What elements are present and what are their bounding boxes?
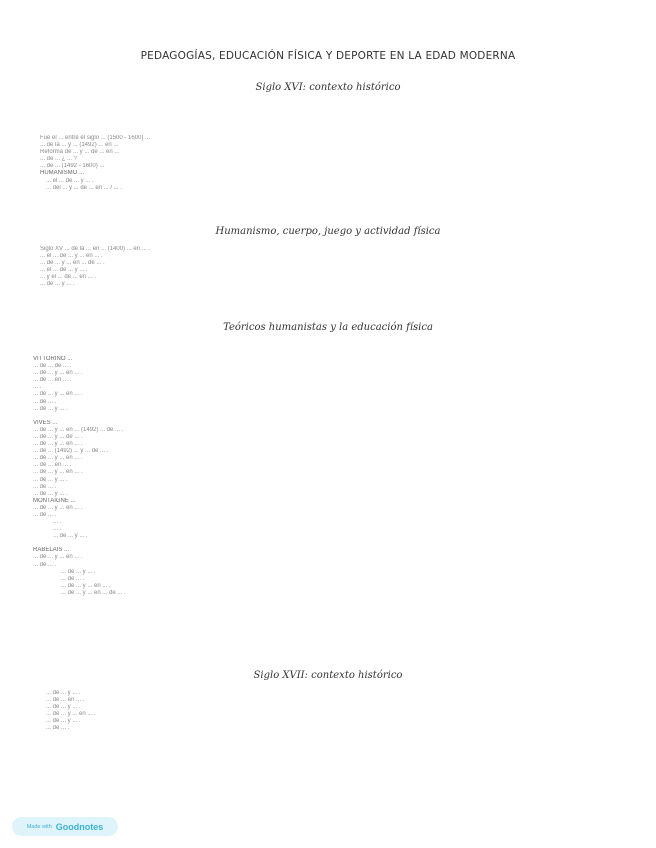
body-line: ... de ... .: [33, 483, 57, 490]
body-line: ... de ... y ... .: [61, 568, 96, 575]
body-line: RABELAIS ...: [33, 547, 70, 554]
body-line: ... de ... ¿ ... ?: [40, 156, 78, 163]
body-line: ... de ... .: [33, 398, 57, 405]
body-line: ... de ... (1492 - 1600) ...: [40, 163, 105, 170]
body-line: ... de ... y ... en ... .: [33, 370, 83, 377]
section-body: [40, 135, 600, 192]
body-line: ... de ... y ... .: [46, 718, 81, 725]
body-line: ... de ... en ... .: [33, 377, 72, 384]
section-body: [40, 690, 600, 733]
body-line: ... de ... y ... en ... de ... .: [61, 589, 126, 596]
body-line: ... de ... y ... .: [46, 690, 81, 696]
section-title: Teóricos humanistas y la educación física: [223, 322, 433, 333]
body-line: VITTORINO ...: [33, 356, 73, 362]
body-line: ... de la ... y ... (1492) ... en ...: [40, 142, 119, 149]
body-line: ... de ... .: [33, 511, 57, 518]
body-line: ... de ... y ... .: [53, 533, 88, 540]
body-line: ... de ... y ... en ... .: [33, 554, 83, 561]
made-with-goodnotes-badge[interactable]: [12, 817, 118, 836]
page-title: PEDAGOGÍAS, EDUCACIÓN FÍSICA Y DEPORTE EN LA EDAD MODERNA: [140, 50, 516, 62]
body-line: ... de ... en ... .: [33, 462, 72, 469]
body-line: ... de ... y ... en ... .: [46, 711, 96, 718]
body-line: ... y el ... de ... en ... .: [40, 274, 97, 281]
body-line: ... de ... y ... .: [33, 405, 68, 412]
body-line: ... de ... de ... .: [33, 363, 72, 370]
body-line: ... de ... y ... en ... .: [33, 469, 83, 476]
body-line: ... el ... de ... y ... .: [46, 177, 94, 184]
body-line: ... de ... y ... .: [40, 281, 75, 288]
section-body: [33, 356, 633, 597]
body-line: ... .: [53, 526, 62, 533]
body-line: Reforma de ... y ... de ... en ...: [40, 149, 120, 156]
body-line: ... de ... y ... en ... .: [61, 582, 111, 589]
body-line: ... de ... y ... en ... .: [33, 441, 83, 448]
section-title: Humanismo, cuerpo, juego y actividad física: [215, 226, 441, 237]
body-line: ... de ... y ... en ... .: [33, 504, 83, 511]
body-line: ... de ... .: [33, 561, 57, 568]
body-line: ... del ... y ... de ... en ... / ... .: [46, 184, 123, 191]
body-line: ... de ... y ... en ... .: [33, 391, 83, 398]
body-line: ... de ... (1492) ... y ... de ... .: [33, 448, 109, 455]
section-title: Siglo XVII: contexto histórico: [253, 670, 403, 681]
body-line: ... .: [53, 519, 62, 526]
body-line: HUMANISMO ...: [40, 170, 85, 177]
body-line: ... de ... y ... en ... de ... .: [40, 260, 105, 267]
body-line: ... de ... .: [46, 725, 70, 732]
body-line: ... de ... y ... en ... .: [33, 455, 83, 462]
body-line: ... de ... y ... .: [46, 704, 81, 711]
body-line: ... .: [33, 384, 42, 391]
body-line: ... de ... .: [61, 575, 85, 582]
body-line: ... el ... de ... y ... en ... .: [40, 253, 103, 260]
body-line: ... de ... y ... en ... (1492) ... de ... .: [33, 426, 124, 433]
badge-brand: Goodnotes: [55, 821, 104, 832]
body-line: MONTAIGNE ...: [33, 497, 76, 504]
body-line: ... de ... y ... de ... .: [33, 433, 83, 440]
body-line: ... de ... y ... .: [33, 476, 68, 483]
body-line: ... el ... de ... y ... .: [40, 267, 88, 274]
body-line: ... de ... y ... .: [33, 490, 68, 497]
body-line: Siglo XV ... de la ... en ... (1400) ... en ... .: [40, 246, 151, 252]
body-line: Fue el ... entre el siglo ... (1500 - 1600) ...: [40, 135, 151, 141]
body-line: ... de ... en ... .: [46, 697, 85, 704]
section-body: [40, 246, 600, 289]
section-title: Siglo XVI: contexto histórico: [255, 82, 401, 93]
body-line: VIVES ...: [33, 419, 58, 426]
badge-prefix: Made with: [26, 823, 52, 830]
